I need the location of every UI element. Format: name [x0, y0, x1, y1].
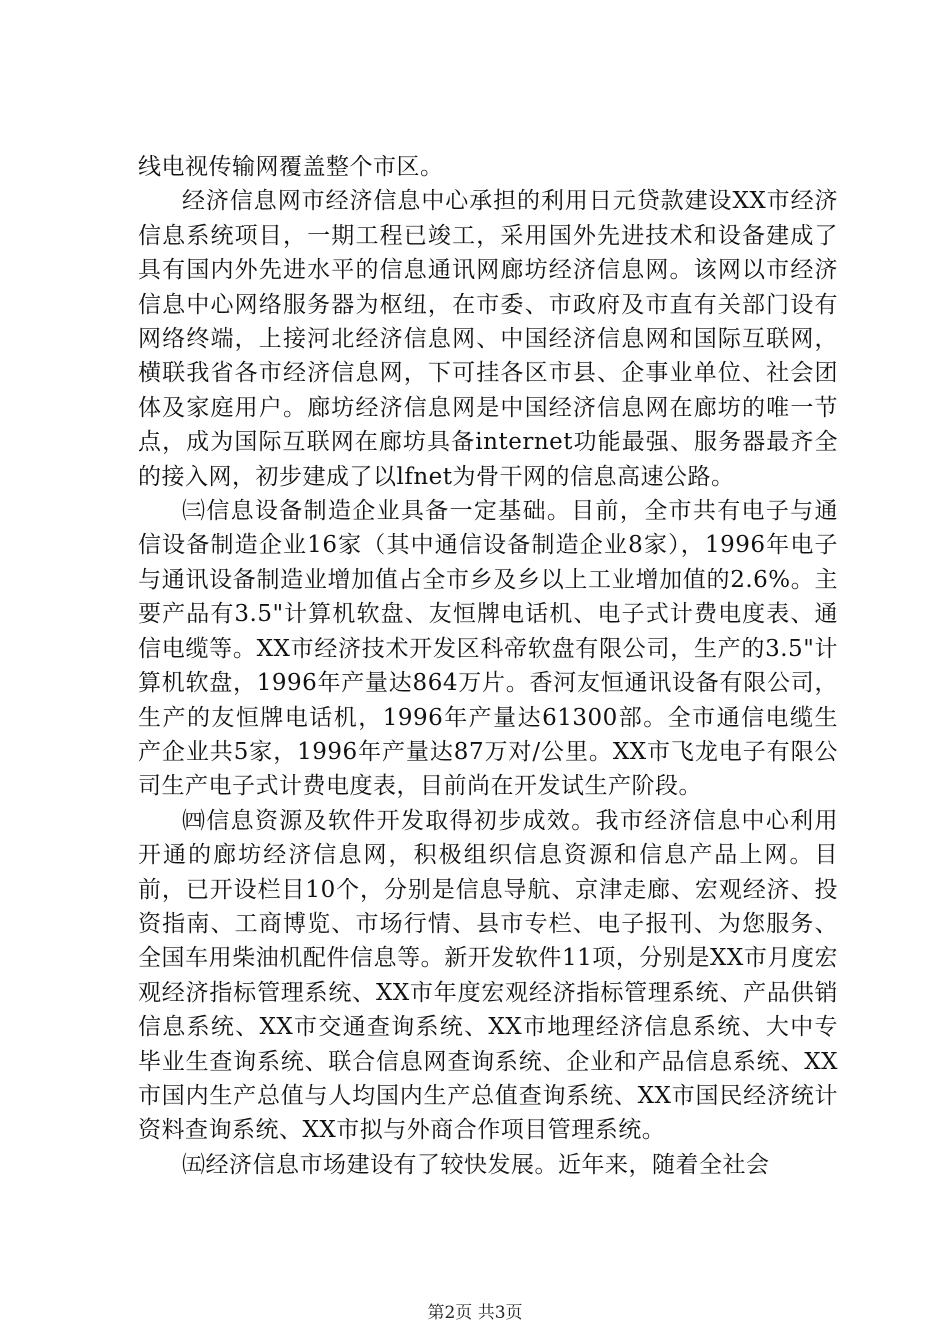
- paragraph-info-market: ㈤经济信息市场建设有了较快发展。近年来，随着全社会: [182, 1151, 770, 1178]
- paragraph-equipment-manufacturing: ㈢信息设备制造企业具备一定基础。目前，全市共有电子与通信设备制造企业16家（其中通信设备制造企业8家），1996年电子与通讯设备制造业增加值占全市乡及乡以上工业增加值的2.6%。主要产品有3.5"计算机软盘、友恒牌电话机、电子式计费电度表、通信电缆等。XX市经济技术开发区科帝软盘有限公司，生产的3.5"计算机软盘，1996年产量达864万片。香河友恒通讯设备有限公司，生产的友恒牌电话机，1996年产量达61300部。全市通信电缆生产企业共5家，1996年产量达87万对/公里。XX市飞龙电子有限公司生产电子式计费电度表，目前尚在开发试生产阶段。: [138, 498, 838, 800]
- paragraph-economic-info-network: 经济信息网市经济信息中心承担的利用日元贷款建设XX市经济信息系统项目，一期工程已竣工，采用国外先进技术和设备建成了具有国内外先进水平的信息通讯网廊坊经济信息网。该网以市经济信息中心网络服务器为枢纽，在市委、市政府及市直有关部门设有网络终端，上接河北经济信息网、中国经济信息网和国际互联网，横联我省各市经济信息网，下可挂各区市县、企事业单位、社会团体及家庭用户。廊坊经济信息网是中国经济信息网在廊坊的唯一节点，成为国际互联网在廊坊具备internet功能最强、服务器最齐全的接入网，初步建成了以lfnet为骨干网的信息高速公路。: [138, 188, 838, 490]
- paragraph-info-resources-software: ㈣信息资源及软件开发取得初步成效。我市经济信息中心利用开通的廊坊经济信息网，积极组织信息资源和信息产品上网。目前，已开设栏目10个，分别是信息导航、京津走廊、宏观经济、投资指南、工商博览、市场行情、县市专栏、电子报刊、为您服务、全国车用柴油机配件信息等。新开发软件11项，分别是XX市月度宏观经济指标管理系统、XX市年度宏观经济指标管理系统、产品供销信息系统、XX市交通查询系统、XX市地理经济信息系统、大中专毕业生查询系统、联合信息网查询系统、企业和产品信息系统、XX市国内生产总值与人均国内生产总值查询系统、XX市国民经济统计资料查询系统、XX市拟与外商合作项目管理系统。: [138, 807, 838, 1144]
- page-footer: 第2页 共3页: [427, 1303, 523, 1323]
- paragraph-continuation: 线电视传输网覆盖整个市区。: [138, 154, 444, 180]
- document-body: [138, 150, 838, 1182]
